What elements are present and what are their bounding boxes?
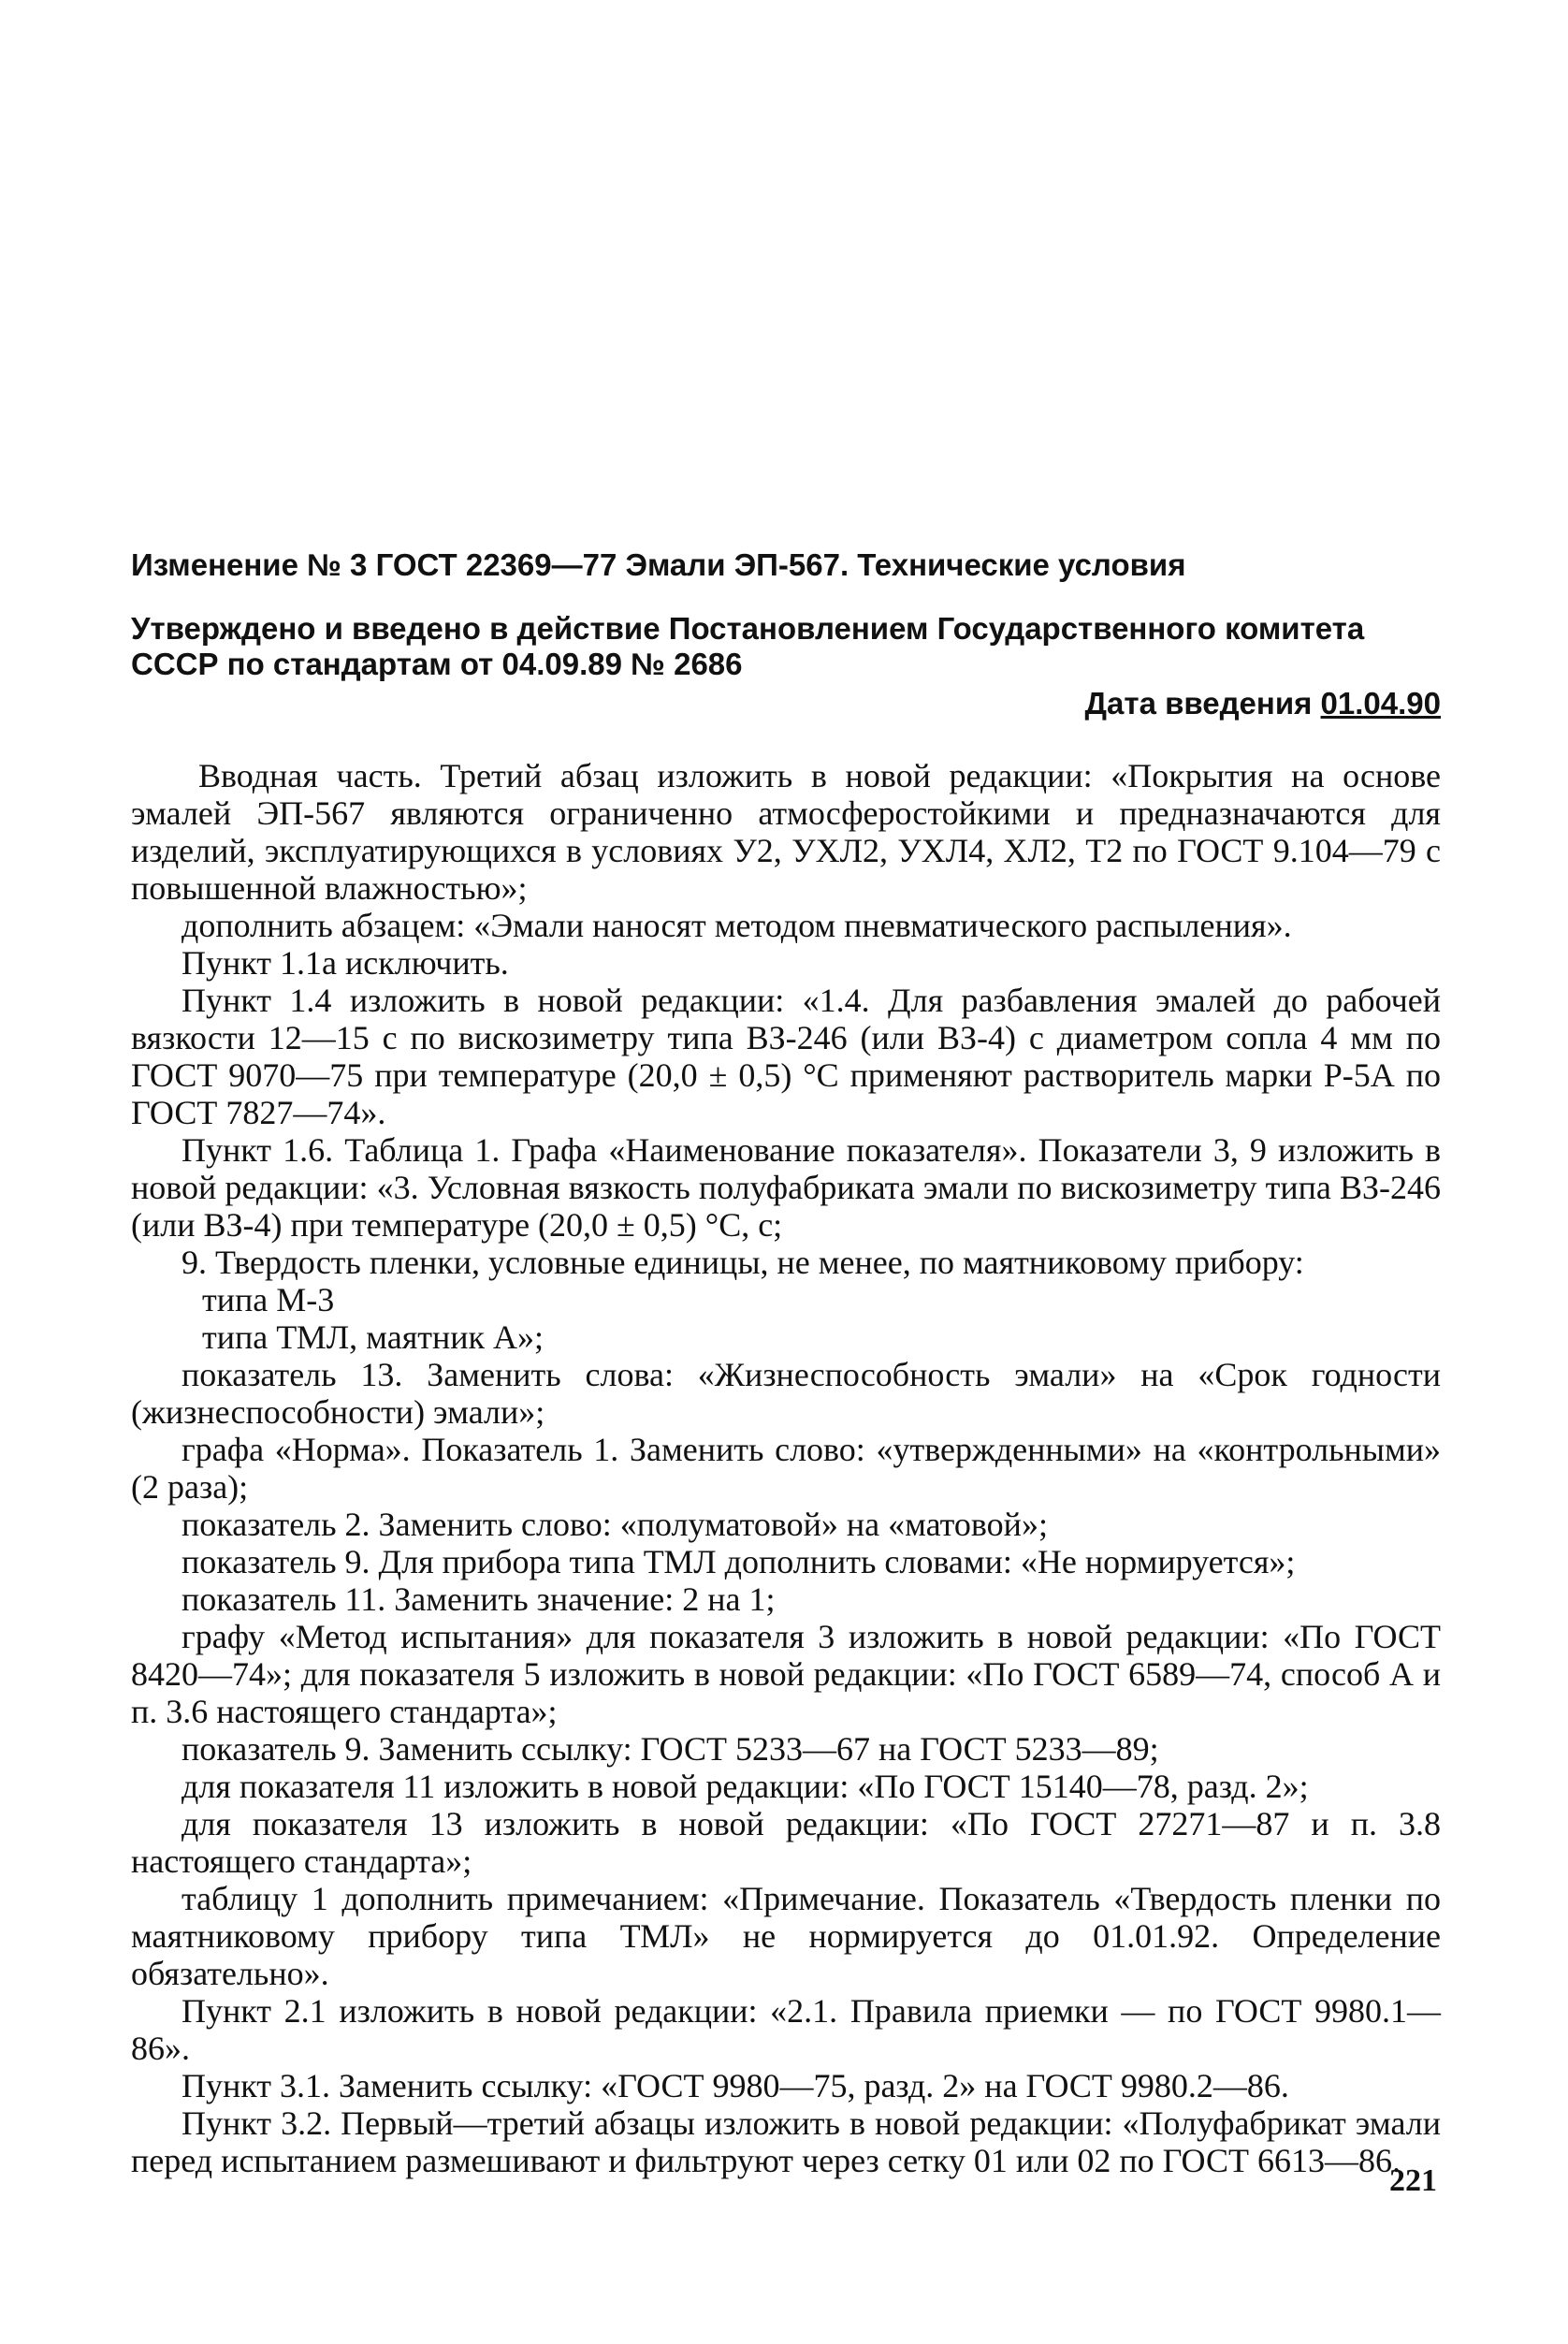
paragraph: типа ТМЛ, маятник А»;: [202, 1318, 544, 1356]
effective-date-label: Дата введения: [1084, 686, 1313, 721]
paragraph: Пункт 1.1а исключить.: [181, 944, 509, 982]
paragraph: таблицу 1 дополнить примечанием: «Примечание. Показатель «Твердость пленки по маятниковому прибору типа ТМЛ» не нормируется до 01.01.92. Определение обязательно».: [131, 1880, 1441, 1992]
paragraph: показатель 11. Заменить значение: 2 на 1;: [181, 1580, 776, 1618]
paragraph: типа М-3: [202, 1281, 335, 1318]
paragraph: Пункт 1.6. Таблица 1. Графа «Наименование показателя». Показатели 3, 9 изложить в новой редакции: «3. Условная вязкость полуфабриката эмали по вискозиметру типа ВЗ-246 (или ВЗ-4) при температуре (20,0 ± 0,5) °С, с;: [131, 1131, 1441, 1244]
document-body: [131, 757, 1441, 2179]
paragraph: показатель 2. Заменить слово: «полуматовой» на «матовой»;: [181, 1506, 1048, 1543]
paragraph: графа «Норма». Показатель 1. Заменить слово: «утвержденными» на «контрольными» (2 раза);: [131, 1431, 1441, 1506]
paragraph: Вводная часть. Третий абзац изложить в новой редакции: «Покрытия на основе эмалей ЭП-567 являются ограниченно атмосферостойкими и предназначаются для изделий, эксплуатирующихся в условиях У2, УХЛ2, УХЛ4, ХЛ2, Т2 по ГОСТ 9.104—79 с повышенной влажностью»;: [131, 757, 1441, 907]
paragraph: для показателя 11 изложить в новой редакции: «По ГОСТ 15140—78, разд. 2»;: [181, 1768, 1309, 1805]
document-page: [131, 547, 1441, 2179]
paragraph: Пункт 1.4 изложить в новой редакции: «1.4. Для разбавления эмалей до рабочей вязкости 12—15 с по вискозиметру типа ВЗ-246 (или ВЗ-4) с диаметром сопла 4 мм по ГОСТ 9070—75 при температуре (20,0 ± 0,5) °С применяют растворитель марки Р-5А по ГОСТ 7827—74».: [131, 982, 1441, 1131]
effective-date-value: 01.04.90: [1320, 686, 1441, 721]
paragraph: 9. Твердость пленки, условные единицы, не менее, по маятниковому прибору:: [181, 1244, 1304, 1281]
paragraph: показатель 13. Заменить слова: «Жизнеспособность эмали» на «Срок годности (жизнеспособности) эмали»;: [131, 1356, 1441, 1431]
paragraph: показатель 9. Для прибора типа ТМЛ дополнить словами: «Не нормируется»;: [181, 1543, 1296, 1580]
paragraph: Пункт 3.2. Первый—третий абзацы изложить в новой редакции: «Полуфабрикат эмали перед испытанием размешивают и фильтруют через сетку 01 или 02 по ГОСТ 6613—86.: [131, 2104, 1441, 2179]
paragraph: показатель 9. Заменить ссылку: ГОСТ 5233—67 на ГОСТ 5233—89;: [181, 1730, 1159, 1768]
paragraph: Пункт 3.1. Заменить ссылку: «ГОСТ 9980—75, разд. 2» на ГОСТ 9980.2—86.: [181, 2067, 1289, 2104]
page-number: 221: [1389, 2163, 1437, 2198]
document-title: Изменение № 3 ГОСТ 22369—77 Эмали ЭП-567. Технические условия: [131, 547, 1186, 582]
effective-date: [131, 686, 1441, 721]
paragraph: дополнить абзацем: «Эмали наносят методом пневматического распыления».: [181, 907, 1292, 944]
paragraph: графу «Метод испытания» для показателя 3 изложить в новой редакции: «По ГОСТ 8420—74»; для показателя 5 изложить в новой редакции: «По ГОСТ 6589—74, способ А и п. 3.6 настоящего стандарта»;: [131, 1618, 1441, 1730]
approval-statement: Утверждено и введено в действие Постановлением Государственного комитета СССР по стандартам от 04.09.89 № 2686: [131, 611, 1365, 681]
paragraph: для показателя 13 изложить в новой редакции: «По ГОСТ 27271—87 и п. 3.8 настоящего стандарта»;: [131, 1805, 1441, 1880]
paragraph: Пункт 2.1 изложить в новой редакции: «2.1. Правила приемки — по ГОСТ 9980.1—86».: [131, 1992, 1441, 2067]
